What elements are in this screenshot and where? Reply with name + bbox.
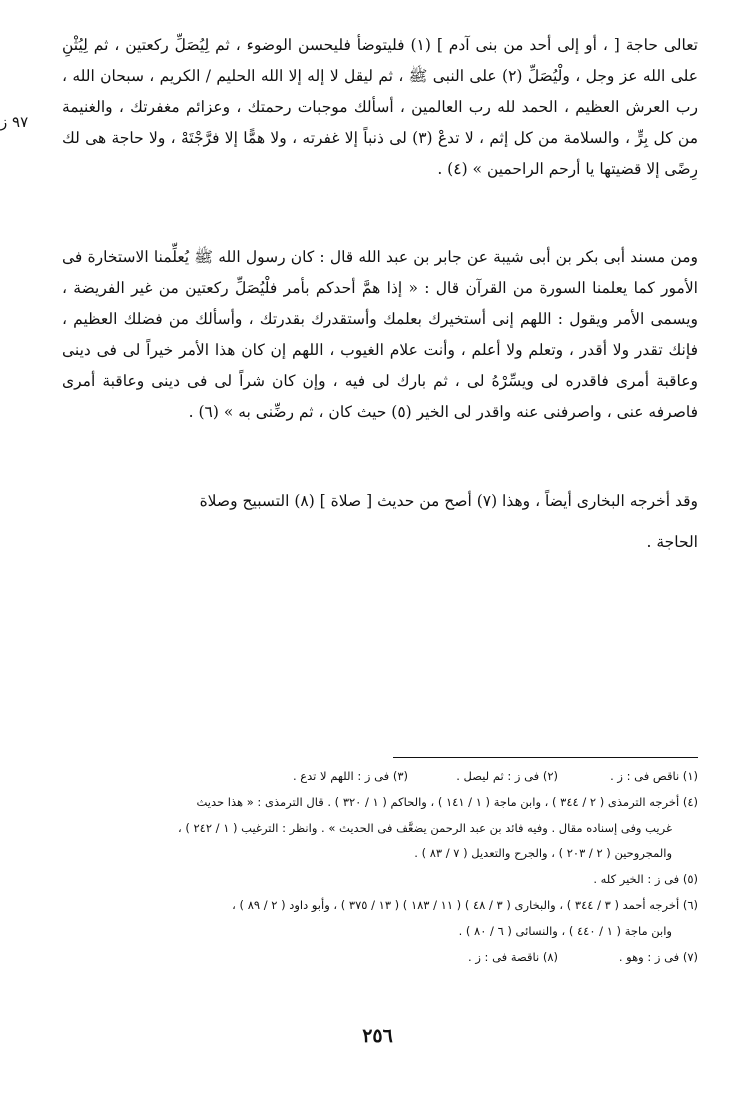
footnote-4-line-1: (٤) أخرجه الترمذى ( ٢ / ٣٤٤ ) ، وابن ماجة ( ١ / ١٤١ ) ، والحاكم ( ١ / ٣٢٠ ) . قال الترمذى : « هذا حديث xyxy=(196,794,698,809)
footnote-divider xyxy=(393,757,698,758)
footnote-3: (٣) فى ز : اللهم لا تدع . xyxy=(292,769,408,783)
footnote-6-line-2: وابن ماجة ( ١ / ٤٤٠ ) ، والنسائى ( ٦ / ٨٠ ) . xyxy=(458,923,672,938)
paragraph-2: ومن مسند أبى بكر بن أبى شيبة عن جابر بن عبد الله قال : كان رسول الله ﷺ يُعلِّمنا الاستخارة فى الأمور كما يعلمنا السورة من القرآن قال : « إذا همَّ أحدكم بأمر فلْيُصَلِّ ركعتين من غير الفريضة ، ويسمى الأمر ويقول : اللهم إنى أستخيرك بعلمك وأستقدرك بقدرتك ، وأسألك من فضلك العظيم ، فإنك تقدر ولا أقدر ، وتعلم ولا أعلم ، وأنت علام الغيوب ، اللهم إن كان هذا الأمر خيراً لى فى دينى وعاقبة أمرى فاقدره لى ويسِّرْهُ لى ، ثم بارك لى فيه ، وإن كان شراً لى فى دينى وعاقبة أمرى فاصرفه عنى ، واصرفنى عنه واقدر لى الخير (٥) حيث كان ، ثم رضِّنى به » (٦) . xyxy=(62,248,698,421)
paragraph-1: تعالى حاجة [ ، أو إلى أحد من بنى آدم ] (١) فليتوضأ فليحسن الوضوء ، ثم لِيُصَلِّ ركعتين ، ثم لِيُثْنِ على الله عز وجل ، ولْيُصَلِّ (٢) على النبى ﷺ ، ثم ليقل لا إله إلا الله الحليم / الكريم ، سبحان الله ، رب العرش العظيم ، الحمد لله رب العالمين ، أسألك موجبات رحمتك ، وعزائم مغفرتك ، والغنيمة من كل بِرٍّ ، والسلامة من كل إثم ، لا تدعْ (٣) لى ذنباً إلا غفرته ، ولا همًّا إلا فرَّجْتَهْ ، ولا حاجة هى لك رِضًى إلا قضيتها يا أرحم الراحمين » (٤) . xyxy=(62,36,698,178)
footnote-row-1 xyxy=(62,764,698,790)
footnote-4-line-3: والمجروحين ( ٢ / ٢٠٣ ) ، والجرح والتعديل ( ٧ / ٨٣ ) . xyxy=(414,846,672,861)
footnote-7: (٧) فى ز : وهو . xyxy=(618,949,698,964)
page-number: ٢٥٦ xyxy=(362,1025,393,1047)
margin-reference: ٩٧ ز xyxy=(0,113,29,131)
footnotes xyxy=(62,764,698,970)
footnote-4-line-2: غريب وفى إسناده مقال . وفيه فائد بن عبد الرحمن يضعَّف فى الحديث » . وانظر : الترغيب ( ١ / ٢٤٢ ) ، xyxy=(177,820,672,835)
footnote-6-line-1: (٦) أخرجه أحمد ( ٣ / ٣٤٤ ) ، والبخارى ( ٣ / ٤٨ ) ( ١١ / ١٨٣ ) ( ١٣ / ٣٧٥ ) ، وأبو داود ( ٢ / ٨٩ ) ، xyxy=(232,897,698,912)
footnote-2: (٢) فى ز : ثم ليصل . xyxy=(456,769,558,783)
footnote-8: (٨) ناقصة فى : ز . xyxy=(468,949,558,964)
paragraph-3-end: الحاجة . xyxy=(646,533,698,551)
footnote-5: (٥) فى ز : الخير كله . xyxy=(593,872,698,887)
paragraph-3: وقد أخرجه البخارى أيضاً ، وهذا (٧) أصح من حديث [ صلاة ] (٨) التسبيح وصلاة xyxy=(199,492,698,510)
footnote-row-7 xyxy=(62,945,698,971)
footnote-1: (١) ناقص فى : ز . xyxy=(610,769,698,783)
